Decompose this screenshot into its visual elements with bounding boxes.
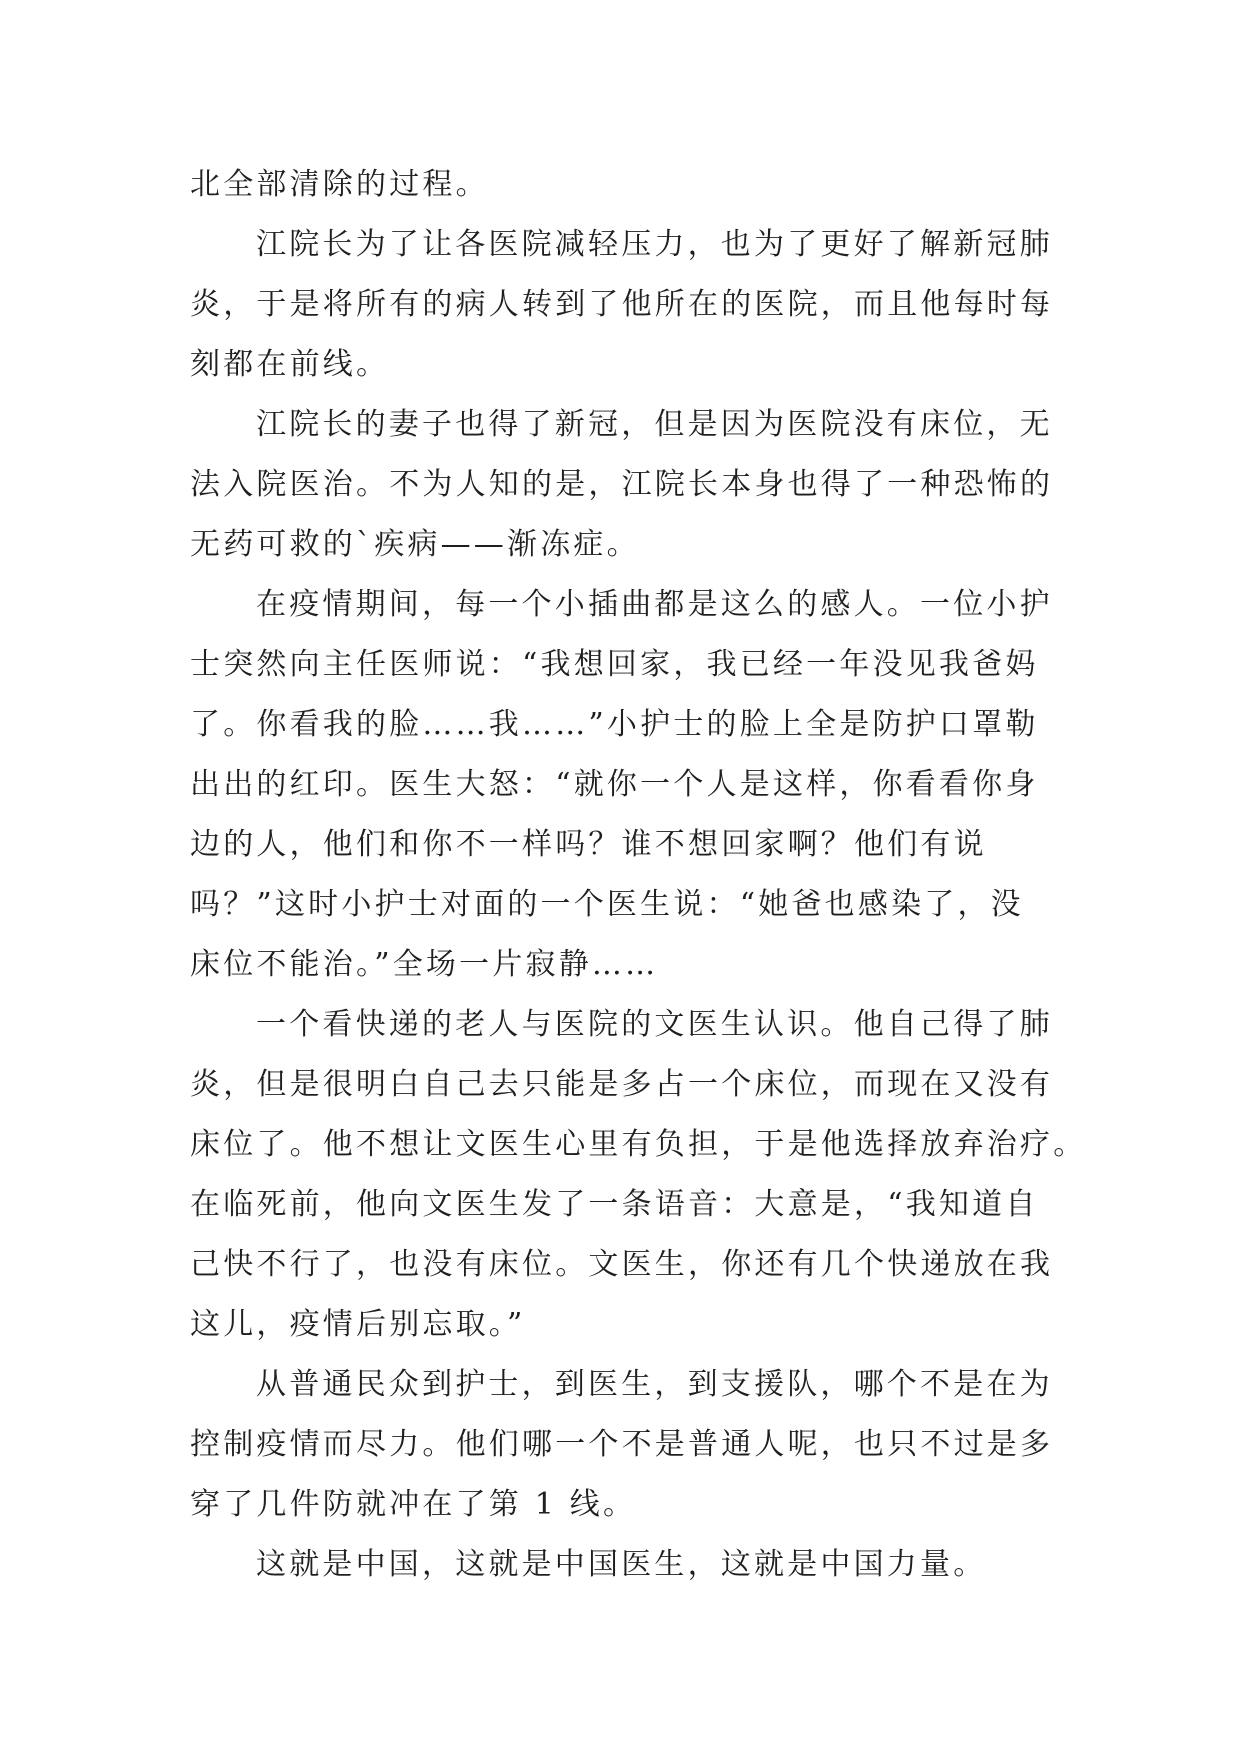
text-line: 控制疫情而尽力。他们哪一个不是普通人呢，也只不过是多 (190, 1427, 1054, 1462)
text-line: 床位了。他不想让文医生心里有负担，于是他选择放弃治疗。 (190, 1127, 1087, 1162)
text-line: 穿了几件防就冲在了第 1 线。 (190, 1487, 637, 1522)
text-line: 一个看快递的老人与医院的文医生认识。他自己得了肺 (256, 1007, 1053, 1042)
text-line: 法入院医治。不为人知的是，江院长本身也得了一种恐怖的 (190, 467, 1054, 502)
text-line: 炎，于是将所有的病人转到了他所在的医院，而且他每时每 (190, 287, 1054, 322)
text-line: 了。你看我的脸……我……”小护士的脸上全是防护口罩勒 (190, 707, 1039, 742)
text-line: 刻都在前线。 (190, 347, 390, 382)
text-line: 无药可救的`疾病——渐冻症。 (190, 527, 640, 562)
text-line: 己快不行了，也没有床位。文医生，你还有几个快递放在我 (190, 1247, 1054, 1282)
text-line: 江院长的妻子也得了新冠，但是因为医院没有床位，无 (256, 407, 1053, 442)
text-line: 出出的红印。医生大怒：“就你一个人是这样，你看看你身 (190, 767, 1039, 802)
text-line: 士突然向主任医师说：“我想回家，我已经一年没见我爸妈 (190, 647, 1039, 682)
text-line: 这儿，疫情后别忘取。” (190, 1307, 526, 1342)
text-line: 从普通民众到护士，到医生，到支援队，哪个不是在为 (256, 1367, 1053, 1402)
document-body (190, 155, 1087, 1595)
text-line: 北全部清除的过程。 (190, 167, 489, 202)
text-line: 这就是中国，这就是中国医生，这就是中国力量。 (256, 1547, 987, 1582)
text-line: 在疫情期间，每一个小插曲都是这么的感人。一位小护 (256, 587, 1053, 622)
text-line: 炎，但是很明白自己去只能是多占一个床位，而现在又没有 (190, 1067, 1054, 1102)
text-line: 吗？”这时小护士对面的一个医生说：“她爸也感染了，没 (190, 887, 1024, 922)
text-line: 边的人，他们和你不一样吗？谁不想回家啊？他们有说 (190, 827, 987, 862)
text-line: 在临死前，他向文医生发了一条语音：大意是，“我知道自 (190, 1187, 1039, 1222)
text-line: 床位不能治。”全场一片寂静…… (190, 947, 659, 982)
text-line: 江院长为了让各医院减轻压力，也为了更好了解新冠肺 (256, 227, 1053, 262)
